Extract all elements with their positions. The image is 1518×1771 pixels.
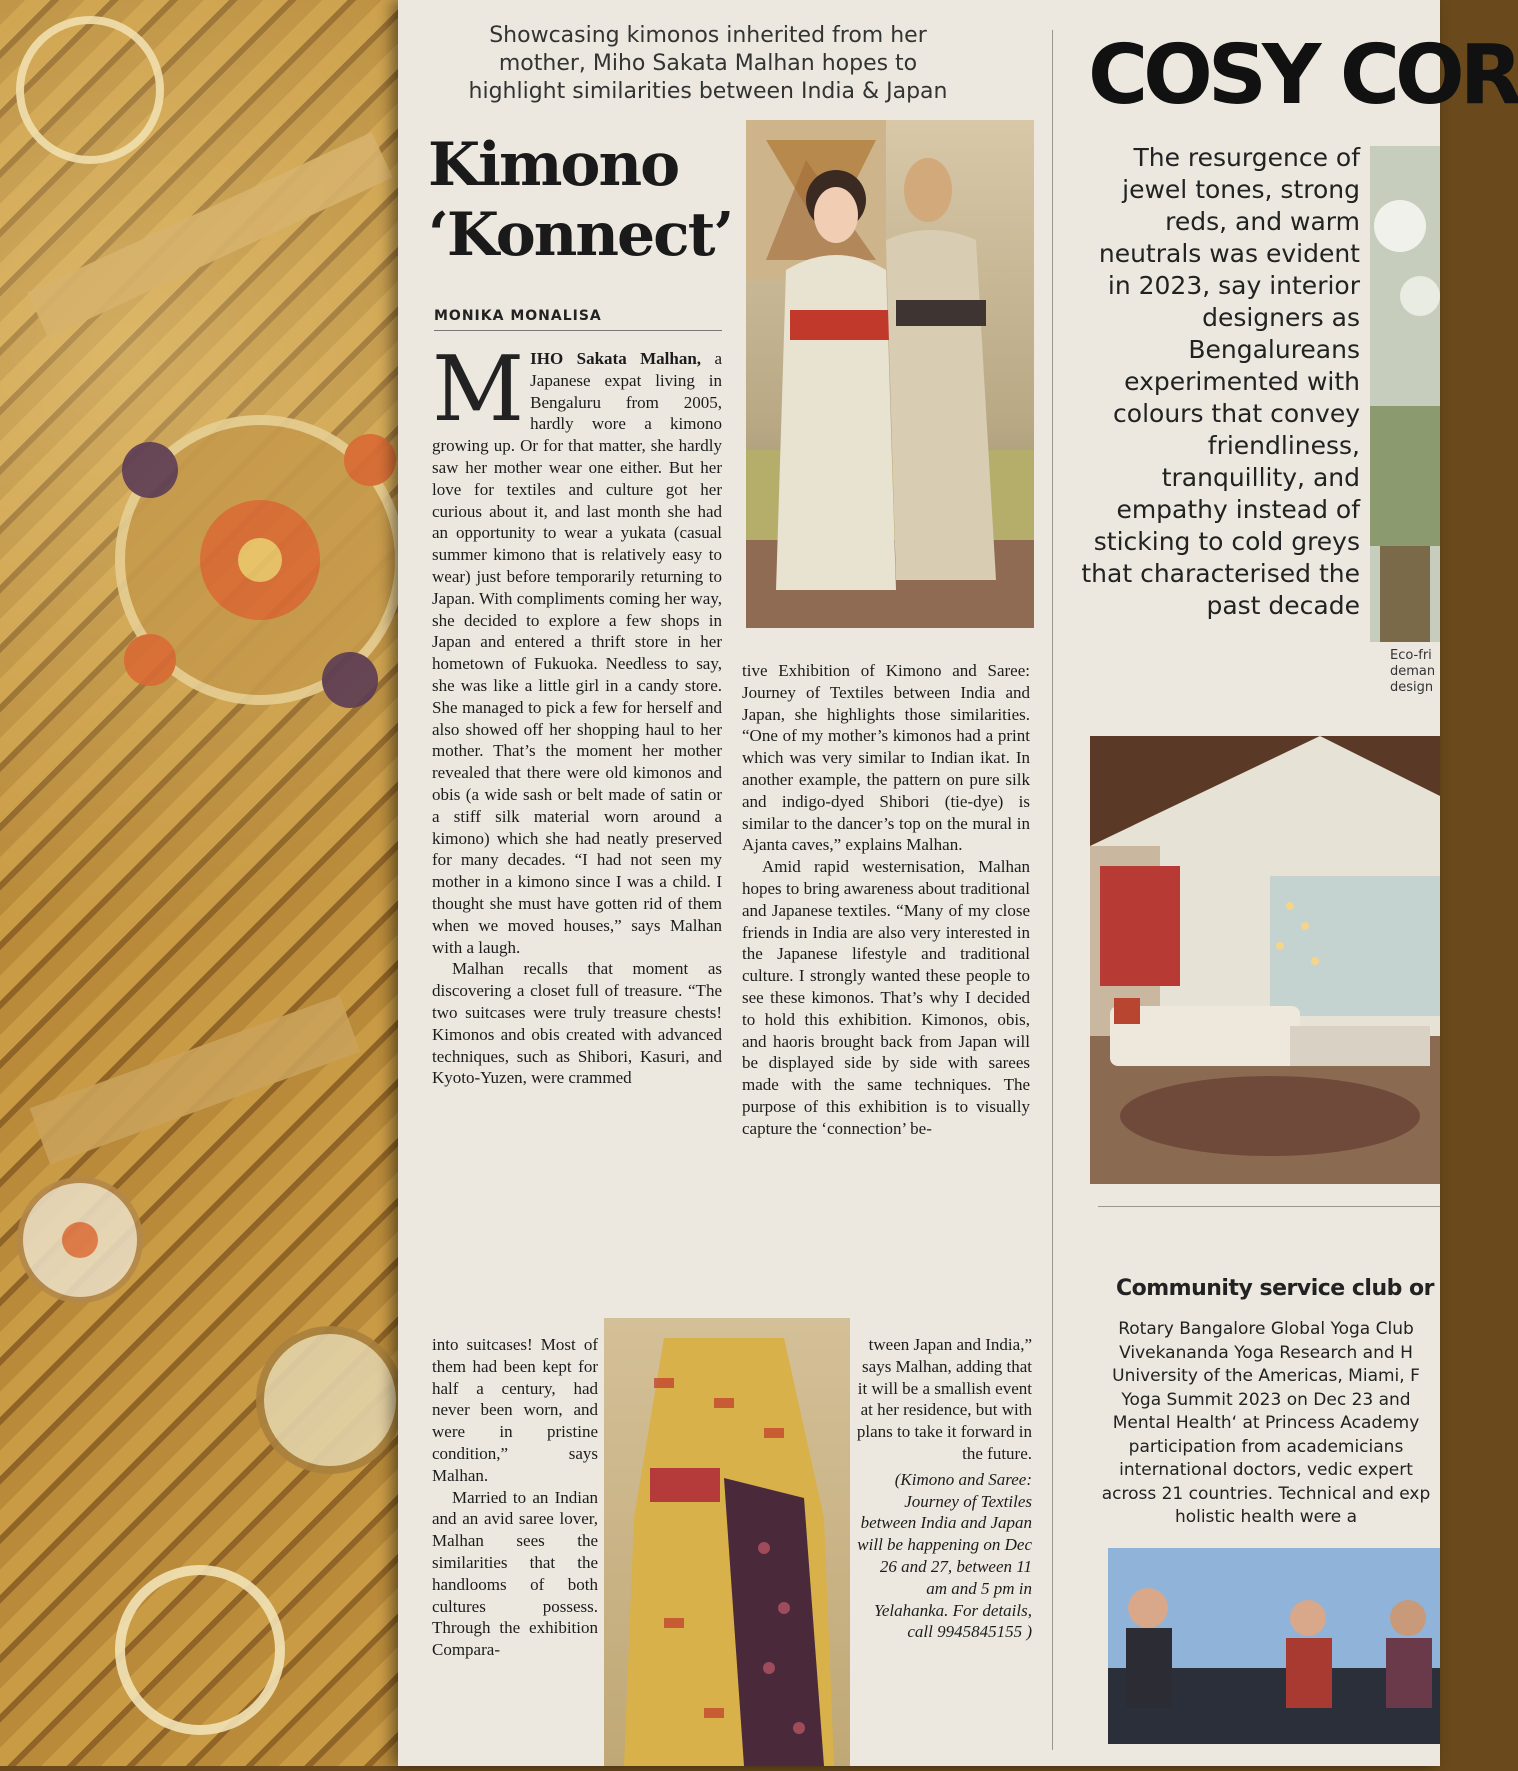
section-rule: [1098, 1206, 1440, 1207]
lead-in: IHO Sakata Malhan,: [530, 349, 702, 368]
paragraph: Married to an Indian and an avid saree lover, Malhan sees the similarities that the handlooms of both cultures possess. Through the exhibition Compara-: [432, 1487, 598, 1660]
article-subheading: Showcasing kimonos inherited from her mother, Miho Sakata Malhan hopes to highlight similarities between India & Japan: [468, 23, 948, 104]
event-details: (Kimono and Saree: Journey of Textiles between India and Japan will be happening on Dec 26 and 27, between 11 am and 5 pm in Yelahanka. For details, call 9945845155 ): [857, 1469, 1032, 1642]
article-column-1: [432, 337, 723, 1089]
article-column-2-continued: [856, 1334, 1032, 1643]
photo-illustration: [1090, 736, 1440, 1184]
photo-yoga-summit-panel: [1108, 1548, 1440, 1744]
photo-illustration: [746, 120, 1034, 628]
section-intro: The resurgence of jewel tones, strong reds, and warm neutrals was evident in 2023, say interior designers as Bengalureans experimented with colours that convey friendliness, tranquillity, and empathy instead of sticking to cold greys that characterised the past decade: [1081, 143, 1360, 620]
community-heading: Community service club or: [1116, 1276, 1434, 1301]
paragraph: into suitcases! Most of them had been kept for half a century, had never been worn, and were in pristine condition,” says Malhan.: [432, 1335, 598, 1485]
paragraph: tive Exhibition of Kimono and Saree: Journey of Textiles between India and Japan, she highlights those similarities. “One of my mother’s kimonos had a print which was very similar to Indian ikat. In another example, the pattern on pure silk and indigo-dyed Shibori (tie-dye) is similar to the dancer’s top on the mural in Ajanta caves,” explains Malhan.: [742, 661, 1030, 855]
photo-illustration: [604, 1318, 850, 1766]
photo-illustration: [1108, 1548, 1440, 1744]
byline: MONIKA MONALISA: [434, 308, 602, 324]
paragraph: Malhan recalls that moment as discovering a closet full of treasure. “The two suitcases were truly treasure chests! Kimonos and obis created with advanced techniques, such as Shibori, Kasuri, and Kyoto-Yuzen, were crammed: [432, 959, 722, 1088]
newspaper-page: [398, 0, 1518, 1766]
photo-caption: Eco-fri deman design: [1390, 648, 1436, 695]
byline-rule: [434, 330, 722, 331]
paragraph: a Japanese expat living in Bengaluru from 2005, hardly wore a kimono growing up. Or for that matter, she hardly saw her mother wear one either. But her love for textiles and culture got her curious about it, and last month she had an opportunity to wear a yukata (casual summer kimono that is relatively easy to wear) just before temporarily returning to Japan. With compliments coming her way, she decided to explore a few shops in Japan and entered a thrift store in her hometown of Fukuoka. Needless to say, she was like a little girl in a candy store. She managed to pick a few for herself and also showed off her shopping haul to her mother. That’s the moment her mother revealed that there were old kimonos and obis (a wide sash or belt made of satin or a stiff silk material worn around a kimono) which she had neatly preserved for many decades. “I had not seen my mother in a kimono since I was a child. I thought she must have gotten rid of them when we moved houses,” says Malhan with a laugh.: [432, 349, 723, 957]
photo-interior-plants: [1370, 146, 1440, 642]
photo-ikat-kimono: [604, 1318, 850, 1766]
drop-cap: M: [432, 337, 525, 442]
article-column-2: [742, 660, 1030, 1140]
photo-illustration: [1370, 146, 1440, 642]
paragraph: Amid rapid westernisation, Malhan hopes to bring awareness about traditional and Japanese textiles. “Many of my close friends in India are also very interested in the Japanese lifestyle and traditional culture. I strongly wanted these people to see these kimonos. That’s why I decided to hold this exhibition. Kimonos, obis, and haoris brought back from Japan will be displayed side by side with sarees made with the same techniques. The purpose of this exhibition is to visually capture the ‘connection’ be-: [742, 857, 1030, 1138]
article-column-1-continued: [432, 1334, 598, 1661]
community-article: Rotary Bangalore Global Yoga Club Vivekananda Yoga Research and H University of the Americas, Miami, F Yoga Summit 2023 on Dec 23 and Mental Health‘ at Princess Academy participation from academicians international doctors, vedic expert across 21 countries. Technical and exp holistic health were a: [1101, 1319, 1431, 1527]
paragraph: tween Japan and India,” says Malhan, adding that it will be a smallish event at her residence, but with plans to take it forward in the future.: [856, 1335, 1032, 1463]
section-banner: COSY COR: [1088, 28, 1518, 123]
photo-miho-in-kimono: [746, 120, 1034, 628]
brocade-pattern: [0, 0, 410, 1766]
brocade-fabric-background: [0, 0, 410, 1766]
column-divider: [1052, 30, 1053, 1750]
article-headline: Kimono ‘Konnect’: [428, 130, 733, 270]
photo-living-room: [1090, 736, 1440, 1184]
